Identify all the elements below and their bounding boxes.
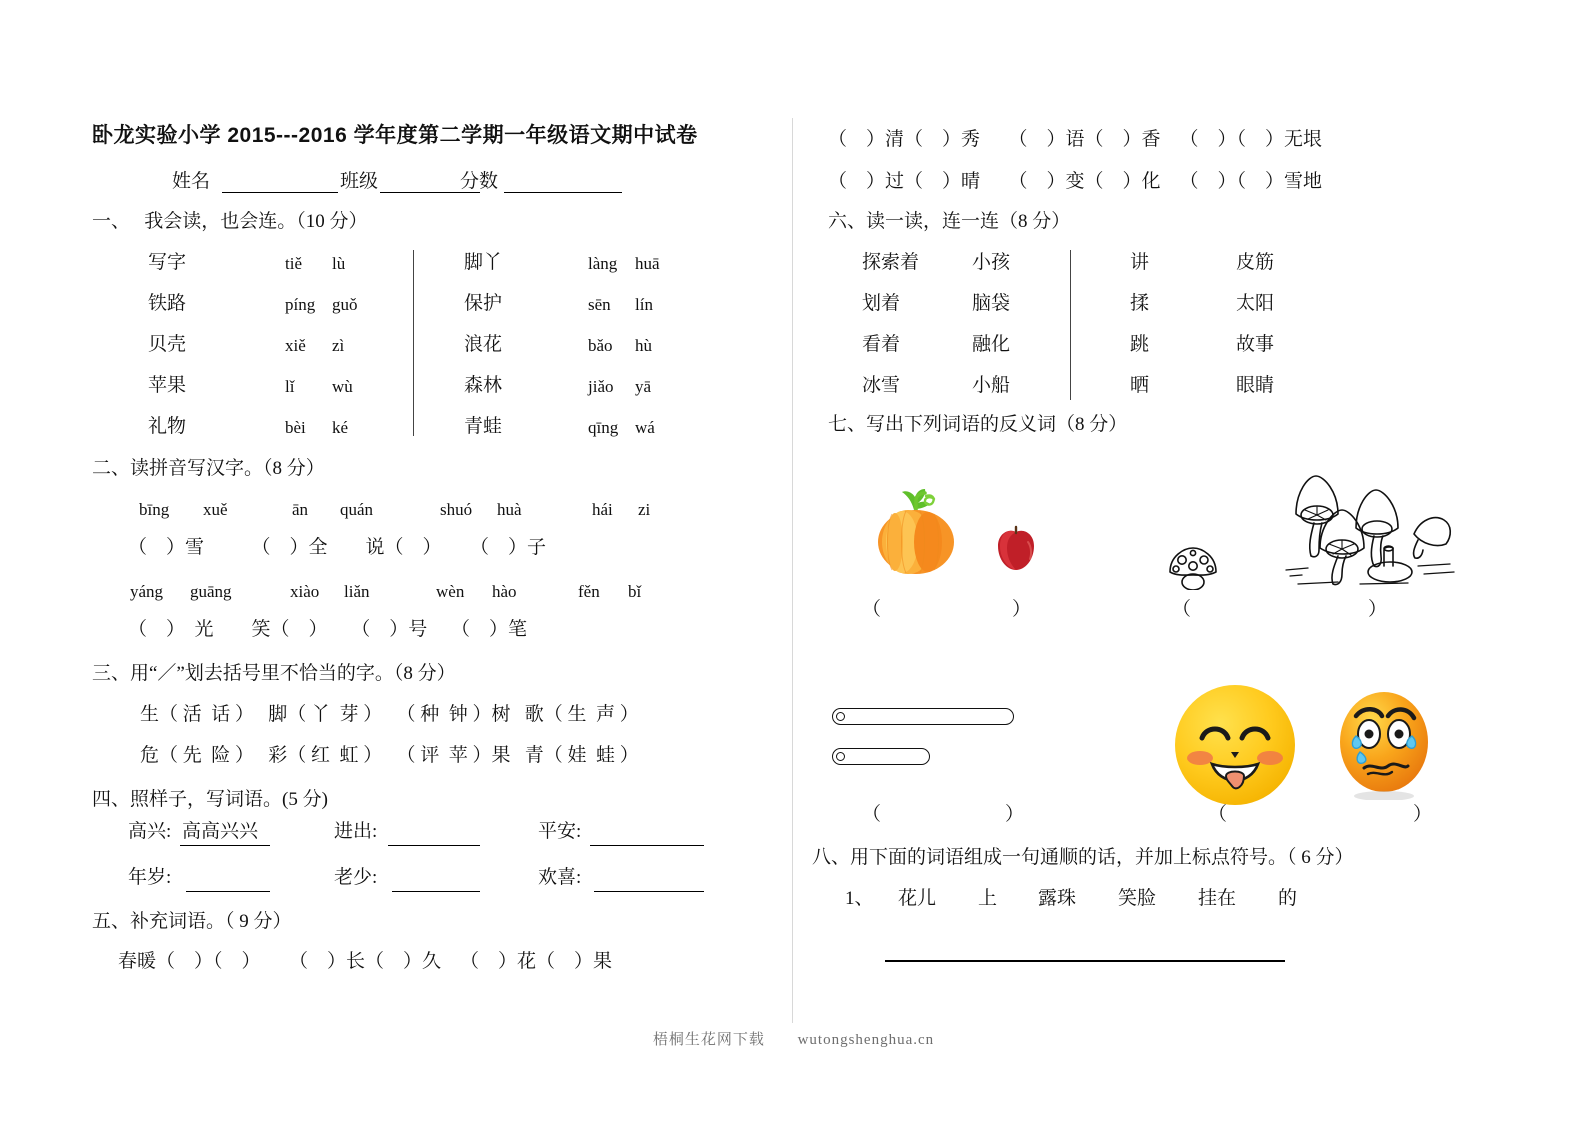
s4-answer-0[interactable]: 高高兴兴: [182, 821, 259, 842]
s6-left-b-1: 脑袋: [972, 293, 1011, 314]
s6-right-a-1: 揉: [1130, 293, 1150, 314]
s3-row-2[interactable]: 危（ 先 险 ） 彩（ 红 虹 ） （ 评 苹 ）果 青（ 娃 蛙 ）: [140, 745, 639, 766]
s3-row-1[interactable]: 生（ 活 话 ） 脚（ 丫 芽 ） （ 种 钟 ）树 歌（ 生 声 ）: [140, 704, 639, 725]
field-label-class: 班级: [340, 171, 379, 192]
s8-word-2: 露珠: [1038, 888, 1077, 909]
s4-label-4: 老少:: [334, 867, 378, 888]
section-1-heading: 一、 我会读，也会连。（10 分）: [92, 211, 368, 232]
s7-slot-3-close: ）: [1413, 804, 1433, 825]
footer-site-cn: 梧桐生花网下载: [652, 1032, 765, 1048]
s8-word-0: 花儿: [898, 888, 937, 909]
section-6-divider: [1070, 250, 1071, 400]
s1-right-pinyin-b-3: yā: [635, 377, 652, 396]
s6-left-b-0: 小孩: [972, 252, 1011, 273]
s1-left-pinyin-b-4: ké: [332, 418, 349, 437]
s6-right-b-1: 太阳: [1236, 293, 1275, 314]
s2-row2-pinyin-7: bǐ: [628, 582, 642, 601]
s4-line-1[interactable]: [388, 845, 480, 846]
section-6-heading: 六、读一读，连一连（8 分）: [828, 211, 1071, 232]
s1-right-pinyin-b-4: wá: [635, 418, 655, 437]
section-2-heading: 二、读拼音写汉字。（8 分）: [92, 458, 325, 479]
section-1-divider: [413, 250, 414, 436]
s2-row1-answer[interactable]: （ ）雪 （ ）全 说（ ） （ ）子: [128, 537, 547, 558]
s8-answer-line[interactable]: [885, 960, 1285, 962]
s4-line-0[interactable]: [180, 845, 270, 846]
s8-word-4: 挂在: [1198, 888, 1237, 909]
footer-site-url: wutongshenghua.cn: [797, 1032, 935, 1048]
s5-row-2[interactable]: （ ）清（ ）秀 （ ）语（ ）香 （ ）（ ）无垠: [828, 129, 1323, 150]
s6-right-a-2: 跳: [1130, 334, 1150, 355]
s1-left-pinyin-b-1: guǒ: [332, 295, 358, 314]
s1-left-pinyin-a-4: bèi: [285, 418, 306, 437]
s6-right-b-2: 故事: [1236, 334, 1275, 355]
apple-icon: [990, 520, 1042, 572]
s1-right-pinyin-a-3: jiǎo: [588, 377, 614, 396]
bar-short-icon: [832, 748, 930, 765]
face-crying-icon: [1338, 690, 1430, 800]
s1-left-pinyin-a-3: lǐ: [285, 377, 295, 396]
s6-right-a-0: 讲: [1130, 252, 1150, 273]
s2-row1-pinyin-5: huà: [497, 500, 522, 519]
s1-right-pinyin-b-0: huā: [635, 254, 660, 273]
s1-left-pinyin-a-1: píng: [285, 295, 316, 314]
s1-right-word-1: 保护: [464, 293, 503, 314]
field-label-score: 分数: [460, 171, 499, 192]
mushroom-single-icon: [1162, 542, 1224, 590]
s2-row1-pinyin-0: bīng: [139, 500, 170, 519]
name-input-line[interactable]: [222, 192, 338, 193]
s2-row1-pinyin-2: ān: [292, 500, 309, 519]
s6-right-a-3: 晒: [1130, 375, 1150, 396]
s4-label-5: 欢喜:: [538, 867, 582, 888]
s7-slot-0-close: ）: [1012, 599, 1032, 620]
s6-left-a-0: 探索着: [862, 252, 920, 273]
s7-slot-2-open: （: [862, 804, 882, 825]
section-5-heading: 五、补充词语。（ 9 分）: [92, 911, 292, 932]
s4-label-1: 进出:: [334, 821, 378, 842]
s4-line-2[interactable]: [590, 845, 704, 846]
s8-word-3: 笑脸: [1118, 888, 1157, 909]
s2-row2-answer[interactable]: （ ） 光 笑（ ） （ ）号 （ ）笔: [128, 619, 528, 640]
s2-row2-pinyin-3: liǎn: [344, 582, 370, 601]
s8-word-1: 上: [978, 888, 998, 909]
s4-label-0: 高兴:: [128, 821, 172, 842]
s2-row1-pinyin-6: hái: [592, 500, 613, 519]
s7-slot-3-open: （: [1208, 804, 1228, 825]
s1-right-pinyin-b-1: lín: [635, 295, 653, 314]
s1-left-word-2: 贝壳: [148, 334, 187, 355]
s7-slot-2-close: ）: [1005, 804, 1025, 825]
s4-line-3[interactable]: [186, 891, 270, 892]
s4-line-4[interactable]: [392, 891, 480, 892]
s1-right-word-0: 脚丫: [464, 252, 503, 273]
s1-left-pinyin-a-2: xiě: [285, 336, 306, 355]
s1-left-pinyin-b-3: wù: [332, 377, 353, 396]
s1-left-pinyin-b-0: lù: [332, 254, 346, 273]
section-4-heading: 四、照样子，写词语。(5 分): [92, 789, 328, 810]
s1-left-pinyin-b-2: zì: [332, 336, 345, 355]
s2-row2-pinyin-1: guāng: [190, 582, 232, 601]
s2-row1-pinyin-3: quán: [340, 500, 374, 519]
s8-item-number: 1、: [845, 888, 874, 909]
s1-left-word-1: 铁路: [148, 293, 187, 314]
s1-right-word-2: 浪花: [464, 334, 503, 355]
column-divider: [792, 118, 793, 1023]
s6-right-b-0: 皮筋: [1236, 252, 1275, 273]
section-7-heading: 七、写出下列词语的反义词（8 分）: [828, 414, 1128, 435]
section-8-heading: 八、用下面的词语组成一句通顺的话，并加上标点符号。（ 6 分）: [812, 847, 1354, 868]
s1-left-word-4: 礼物: [148, 416, 187, 437]
s2-row1-pinyin-7: zi: [638, 500, 651, 519]
s6-left-b-3: 小船: [972, 375, 1011, 396]
s5-row-1[interactable]: 春暖（ ）（ ） （ ）长（ ）久 （ ）花（ ）果: [118, 951, 613, 972]
s1-right-pinyin-b-2: hù: [635, 336, 652, 355]
s1-right-pinyin-a-2: bǎo: [588, 336, 613, 355]
mushroom-cluster-icon: [1278, 470, 1458, 592]
s6-right-b-3: 眼睛: [1236, 375, 1275, 396]
face-happy-icon: [1172, 682, 1298, 808]
s4-label-3: 年岁:: [128, 867, 172, 888]
s5-row-3[interactable]: （ ）过（ ）晴 （ ）变（ ）化 （ ）（ ）雪地: [828, 171, 1323, 192]
s2-row2-pinyin-2: xiào: [290, 582, 320, 601]
s8-word-5: 的: [1278, 888, 1298, 909]
s6-left-b-2: 融化: [972, 334, 1011, 355]
s1-right-word-4: 青蛙: [464, 416, 503, 437]
bar-long-icon: [832, 708, 1014, 725]
s1-right-pinyin-a-1: sēn: [588, 295, 611, 314]
field-label-name: 姓名: [172, 171, 211, 192]
s1-left-pinyin-a-0: tiě: [285, 254, 302, 273]
s4-line-5[interactable]: [594, 891, 704, 892]
footer-watermark: [0, 1028, 1587, 1049]
s7-slot-1-open: （: [1172, 599, 1192, 620]
s2-row1-pinyin-1: xuě: [203, 500, 228, 519]
score-input-line[interactable]: [504, 192, 622, 193]
s2-row1-pinyin-4: shuó: [440, 500, 473, 519]
s6-left-a-3: 冰雪: [862, 375, 901, 396]
s4-label-2: 平安:: [538, 821, 582, 842]
s1-left-word-3: 苹果: [148, 375, 187, 396]
s1-right-word-3: 森林: [464, 375, 503, 396]
s1-right-pinyin-a-0: làng: [588, 254, 618, 273]
class-input-line[interactable]: [380, 192, 480, 193]
s1-right-pinyin-a-4: qīng: [588, 418, 619, 437]
s2-row2-pinyin-6: fěn: [578, 582, 600, 601]
s1-left-word-0: 写字: [148, 252, 187, 273]
s6-left-a-1: 划着: [862, 293, 901, 314]
s7-slot-1-close: ）: [1368, 599, 1388, 620]
page-title: 卧龙实验小学 2015---2016 学年度第二学期一年级语文期中试卷: [92, 124, 698, 147]
pumpkin-icon: [862, 480, 970, 576]
s7-slot-0-open: （: [862, 599, 882, 620]
s2-row2-pinyin-5: hào: [492, 582, 517, 601]
s6-left-a-2: 看着: [862, 334, 901, 355]
section-3-heading: 三、用“／”划去括号里不恰当的字。（8 分）: [92, 663, 456, 684]
s2-row2-pinyin-0: yáng: [130, 582, 164, 601]
s2-row2-pinyin-4: wèn: [436, 582, 465, 601]
